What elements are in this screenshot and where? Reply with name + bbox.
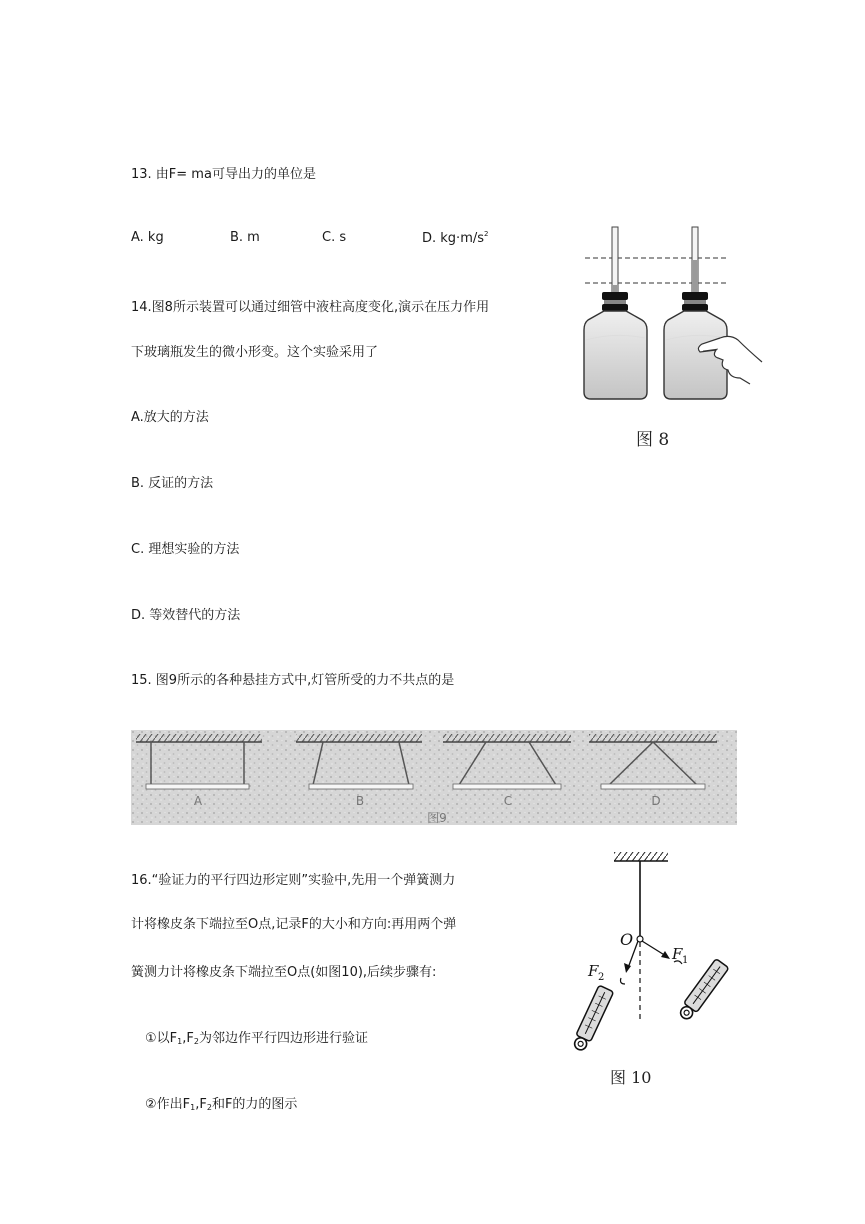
q13-option-b: B. m (230, 230, 260, 245)
spring-scale-1 (677, 959, 729, 1023)
figure-9-caption: 图9 (427, 811, 447, 825)
panel-c-label: C (503, 794, 513, 808)
q16-step-2: ②作出$F_1,F_2$和F的力的图示 (145, 1097, 298, 1112)
figure-8-bottles (580, 222, 770, 407)
q13-option-d: D. $kg\cdot m/s^2$ (422, 230, 489, 246)
figure-9-lamp-suspensions (131, 730, 737, 825)
q13-option-c: C. s (322, 230, 347, 245)
q13-option-a: A. kg (131, 230, 164, 245)
q16-stem-line3: 簧测力计将橡皮条下端拉至O点(如图10),后续步骤有: (131, 965, 437, 980)
q16-stem-line2: 计将橡皮条下端拉至O点,记录F的大小和方向:再用两个弹 (131, 917, 457, 932)
panel-a-label: A (193, 794, 203, 808)
right-bottle (664, 227, 727, 399)
q15-stem: 15. 图9所示的各种悬挂方式中,灯管所受的力不共点的是 (131, 673, 455, 688)
label-f1: F (672, 945, 683, 963)
spring-scale-2 (571, 985, 614, 1052)
q16-stem-line1: 16.“验证力的平行四边形定则”实验中,先用一个弹簧测力 (131, 873, 456, 888)
label-f1-sub: 1 (682, 955, 689, 966)
q14-option-d: D. 等效替代的方法 (131, 608, 241, 623)
q14-option-b: B. 反证的方法 (131, 476, 214, 491)
q14-stem-line2: 下玻璃瓶发生的微小形变。这个实验采用了 (131, 345, 379, 360)
figure-8-caption: 图 8 (636, 430, 670, 450)
q14-stem-line1: 14.图8所示装置可以通过细管中液柱高度变化,演示在压力作用 (131, 300, 490, 315)
q13-stem: 13. 由F= ma可导出力的单位是 (131, 167, 316, 182)
q14-option-c: C. 理想实验的方法 (131, 542, 240, 557)
label-o: O (620, 930, 634, 949)
panel-d-label: D (651, 794, 661, 808)
label-f2: F (588, 962, 599, 980)
panel-b-label: B (355, 794, 365, 808)
label-f2-sub: 2 (598, 972, 605, 983)
figure-10-caption: 图 10 (610, 1068, 652, 1087)
left-bottle (584, 227, 647, 399)
figure-10-spring-scales (558, 848, 748, 1063)
q16-step-1: ①以$F_1,F_2$为邻边作平行四边形进行验证 (145, 1031, 368, 1046)
q14-option-a: A.放大的方法 (131, 410, 209, 425)
